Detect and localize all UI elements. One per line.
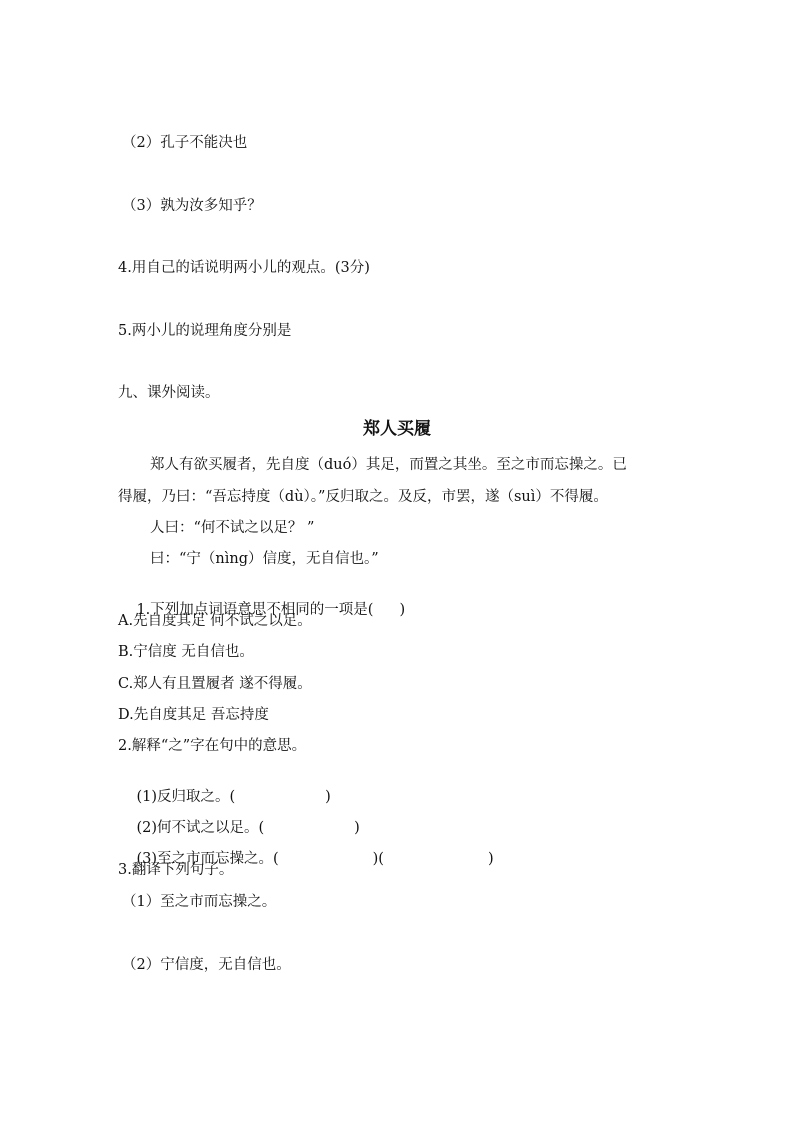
passage-line: 得履，乃曰：“吾忘持度（dù）。”反归取之。及反，市罢，遂（suì）不得履。 xyxy=(118,489,608,505)
question-item: (2)何不试之以足。( ) xyxy=(136,820,360,836)
passage-line: 郑人有欲买履者，先自度（duó）其足，而置之其坐。至之市而忘操之。已 xyxy=(150,457,627,473)
paren-close: ) xyxy=(399,602,406,618)
option-b: B.宁信度 无自信也。 xyxy=(118,644,254,660)
section-heading: 九、课外阅读。 xyxy=(118,385,220,401)
question: 3.翻译下列句子。 xyxy=(118,862,234,878)
question-item: （1）至之市而忘操之。 xyxy=(122,894,277,910)
question-item: （3）孰为汝多知乎？ xyxy=(122,198,262,214)
question-item: (1)反归取之。( ) xyxy=(136,789,331,805)
question: 5.两小儿的说理角度分别是 xyxy=(118,323,292,339)
question-item: (3)至之市而忘操之。( )( ) xyxy=(136,851,494,867)
option-d: D.先自度其足 吾忘持度 xyxy=(118,707,269,723)
question: 2.解释“之”字在句中的意思。 xyxy=(118,738,307,754)
question xyxy=(118,580,405,640)
option-c: C.郑人有且置履者 遂不得履。 xyxy=(118,676,312,692)
question-item: （2）宁信度，无自信也。 xyxy=(122,957,291,973)
passage-line: 人曰：“何不试之以足？ ” xyxy=(150,520,315,536)
option-a: A.先自度其足 何不试之以足。 xyxy=(118,613,312,629)
passage-line: 曰：“宁（nìng）信度，无自信也。” xyxy=(150,551,379,567)
passage-title: 郑人买履 xyxy=(363,419,431,439)
question-item: （2）孔子不能决也 xyxy=(122,135,248,151)
question-stem: 1.下列加点词语意思不相同的一项是( xyxy=(136,602,374,618)
question: 4.用自己的话说明两小儿的观点。(3分) xyxy=(118,260,370,276)
